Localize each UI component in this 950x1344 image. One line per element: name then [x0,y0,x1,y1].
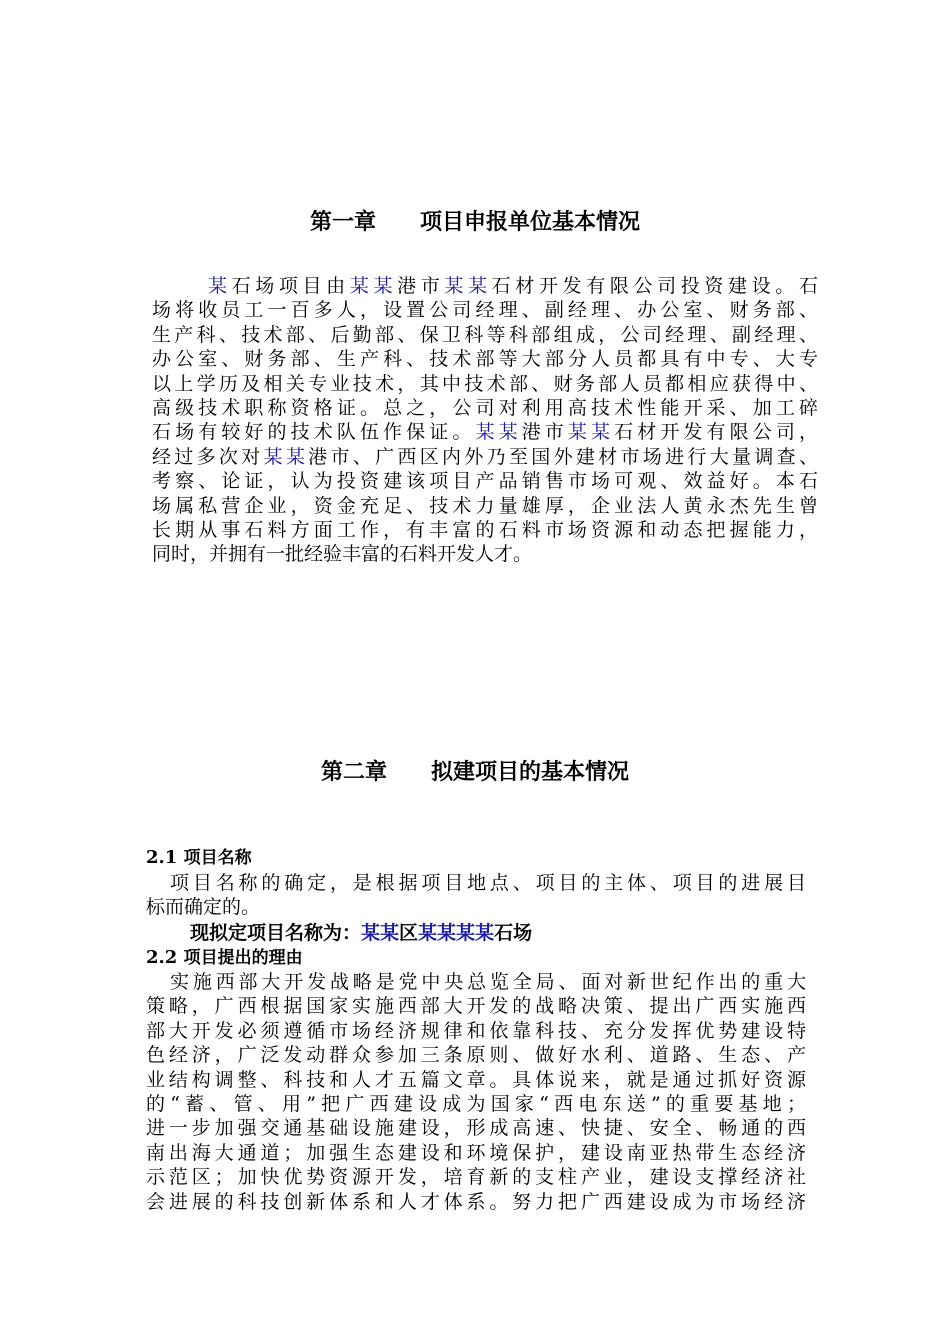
text-run: 经过多次对 [152,445,264,468]
paragraph-line: 示范区；加快优势资源开发，培育新的支柱产业，建设支撑经济社 [146,1166,806,1189]
chapter-1-title: 第一章 项目申报单位基本情况 [309,210,640,235]
paragraph-line: 项目名称的确定，是根据项目地点、项目的主体、项目的进展目 [170,872,806,894]
proposed-project-name [190,921,532,945]
paragraph-line [152,420,818,444]
chapter-1-paragraph [152,274,818,567]
paragraph-line: 同时，并拥有一批经验丰富的石料开发人才。 [152,543,533,566]
paragraph-line [152,274,818,298]
paragraph-line: 生产科、技术部、后勤部、保卫科等科部组成，公司经理、副经理、 [152,323,818,346]
text-run: 港市、广西区内外乃至国外建材市场进行大量调查、 [308,445,818,468]
section-2-1-paragraph [146,871,806,920]
section-title: 项目名称 [183,848,252,868]
placeholder-name: 某某 [475,421,522,444]
paragraph-line: 办公室、财务部、生产科、技术部等大部分人员都具有中专、大专 [152,348,818,371]
paragraph-line: 场属私营企业，资金充足、技术力量雄厚，企业法人黄永杰先生曾 [152,494,818,517]
paragraph-line: 标而确定的。 [146,896,261,919]
text-run: 石材开发有限公司， [614,421,818,444]
placeholder-name: 某 [208,275,232,297]
paragraph-line: 高级技术职称资格证。总之，公司对利用高技术性能开采、加工碎 [152,396,818,419]
text-run: 现拟定项目名称为： [190,922,362,944]
paragraph-line: 的“蓄、管、用”把广西建设成为国家“西电东送”的重要基地； [146,1092,806,1115]
paragraph-line: 部大开发必须遵循市场经济规律和依靠科技、充分发挥优势建设特 [146,1019,806,1042]
text-run: 港市 [521,421,568,444]
placeholder-name: 某某 [263,445,309,468]
paragraph-line: 会进展的科技创新体系和人才体系。努力把广西建设成为市场经济 [146,1190,806,1213]
section-2-1-heading [146,846,252,870]
paragraph-line [152,445,818,469]
section-2-2-heading [146,946,303,970]
chapter-2-title: 第二章 拟建项目的基本情况 [320,760,629,785]
placeholder-name: 某某 [444,275,492,297]
placeholder-name: 某某 [349,275,398,297]
paragraph-line: 进一步加强交通基础设施建设，形成高速、快捷、安全、畅通的西 [146,1117,806,1140]
text-run: 石场有较好的技术队伍作保证。 [152,421,476,444]
text-run: 石场 [494,922,533,944]
section-2-2-paragraph [146,970,806,1214]
section-title: 项目提出的理由 [183,948,303,968]
section-number: 2.2 [146,947,178,968]
text-run: 区 [399,922,419,944]
placeholder-name: 某某 [567,421,615,444]
paragraph-line: 以上学历及相关专业技术，其中技术部、财务部人员都相应获得中、 [152,372,818,395]
paragraph-line: 实施西部大开发战略是党中央总览全局、面对新世纪作出的重大 [170,971,806,993]
paragraph-line: 南出海大通道；加强生态建设和环境保护，建设南亚热带生态经济 [146,1141,806,1164]
text-run: 港市 [397,275,445,297]
paragraph-line: 策略，广西根据国家实施西部大开发的战略决策、提出广西实施西 [146,995,806,1018]
placeholder-name: 某某某某 [418,922,495,944]
paragraph-line: 场将收员工一百多人，设置公司经理、副经理、办公室、财务部、 [152,299,818,322]
paragraph-line: 色经济，广泛发动群众参加三条原则、做好水利、道路、生态、产 [146,1044,806,1067]
paragraph-line: 业结构调整、科技和人才五篇文章。具体说来，就是通过抓好资源 [146,1068,806,1091]
placeholder-name: 某某 [361,922,400,944]
text-run: 石场项目由 [231,275,350,297]
paragraph-line: 考察、论证，认为投资建该项目产品销售市场可观、效益好。本石 [152,470,818,493]
text-run: 石材开发有限公司投资建设。石 [491,275,818,297]
paragraph-line: 长期从事石料方面工作，有丰富的石料市场资源和动态把握能力， [152,518,818,541]
section-number: 2.1 [146,847,178,868]
